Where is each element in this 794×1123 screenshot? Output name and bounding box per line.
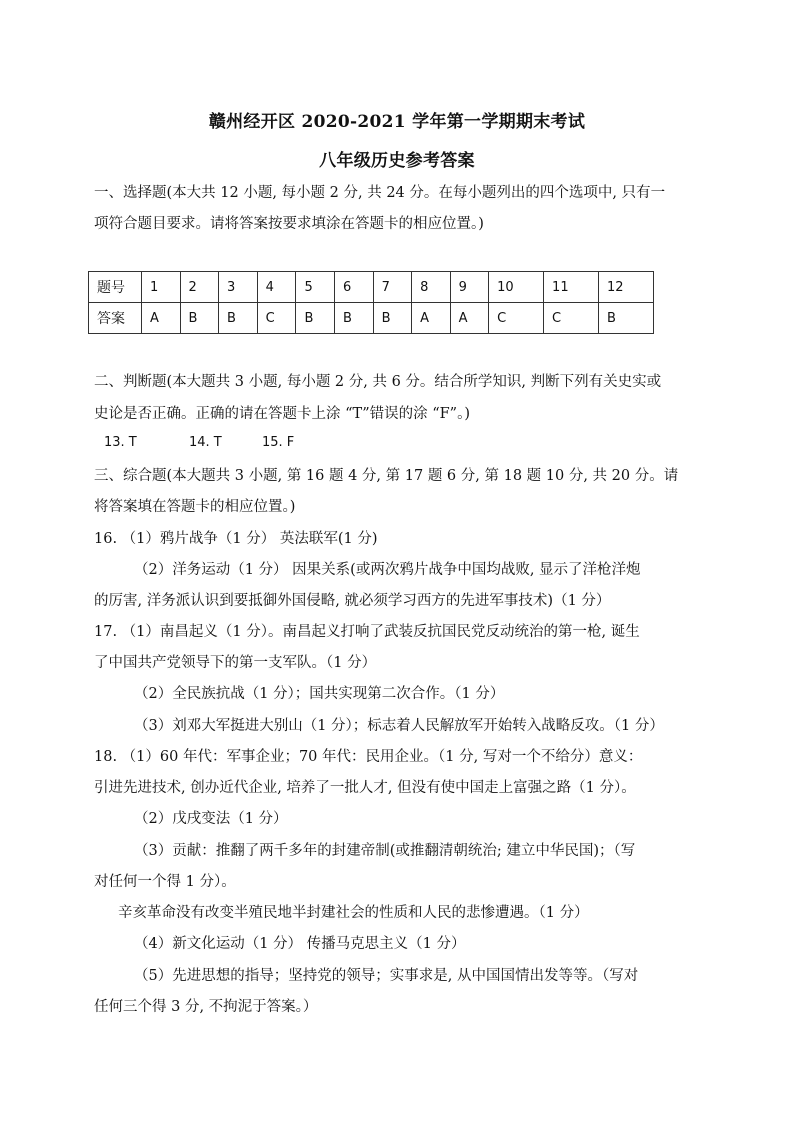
q18-part1-line2: 引进先进技术, 创办近代企业, 培养了一批人才, 但没有使中国走上富强之路（1 分）。 <box>94 780 636 796</box>
table-cell: C <box>257 303 296 334</box>
table-cell: A <box>142 303 181 334</box>
q16-part1: 16. （1）鸦片战争（1 分） 英法联军(1 分) <box>94 531 378 547</box>
table-cell: C <box>544 303 599 334</box>
section2-instruction-line2: 史论是否正确。正确的请在答题卡上涂 “T”错误的涂 “F”。) <box>94 406 471 422</box>
table-cell: 10 <box>489 272 544 303</box>
q16-part2-line2: 的厉害, 洋务派认识到要抵御外国侵略, 就必须学习西方的先进军事技术)（1 分） <box>94 593 611 609</box>
table-cell: 5 <box>296 272 335 303</box>
section1-instruction-line1: 一、选择题(本大共 12 小题, 每小题 2 分, 共 24 分。在每小题列出的四个选项中, 只有一 <box>94 185 666 201</box>
table-row-answers <box>89 303 654 334</box>
section3-instruction-line1: 三、综合题(本大题共 3 小题, 第 16 题 4 分, 第 17 题 6 分, 第 18 题 10 分, 共 20 分。请 <box>94 468 679 484</box>
table-cell: 9 <box>450 272 489 303</box>
table-cell: C <box>489 303 544 334</box>
table-cell: B <box>180 303 219 334</box>
table-cell: B <box>219 303 258 334</box>
q18-part4: （4）新文化运动（1 分） 传播马克思主义（1 分） <box>134 936 466 952</box>
page-subtitle: 八年级历史参考答案 <box>319 151 475 171</box>
table-header-question: 题号 <box>89 272 142 303</box>
judgement-answer-15: 15. F <box>262 435 295 450</box>
q17-part1-line2: 了中国共产党领导下的第一支军队。（1 分） <box>94 655 377 671</box>
table-cell: A <box>450 303 489 334</box>
q18-part2: （2）戊戌变法（1 分） <box>134 811 288 827</box>
table-cell: 1 <box>142 272 181 303</box>
table-cell: 8 <box>412 272 451 303</box>
q17-part2: （2）全民族抗战（1 分）；国共实现第二次合作。（1 分） <box>134 686 505 702</box>
table-cell: 3 <box>219 272 258 303</box>
table-row-questions <box>89 272 654 303</box>
q16-part2-line1: （2）洋务运动（1 分） 因果关系(或两次鸦片战争中国均战败, 显示了洋枪洋炮 <box>134 562 641 578</box>
answer-table <box>88 271 654 334</box>
table-cell: 6 <box>335 272 374 303</box>
judgement-answer-14: 14. T <box>189 435 222 450</box>
section3-instruction-line2: 将答案填在答题卡的相应位置。) <box>94 499 296 515</box>
judgement-answer-13: 13. T <box>104 435 137 450</box>
table-cell: B <box>373 303 412 334</box>
q18-part3-line3: 辛亥革命没有改变半殖民地半封建社会的性质和人民的悲惨遭遇。（1 分） <box>118 905 589 921</box>
q18-part5-line2: 任何三个得 3 分, 不拘泥于答案。） <box>94 999 318 1015</box>
q18-part1-line1: 18. （1）60 年代：军事企业；70 年代：民用企业。（1 分, 写对一个不给分）意义： <box>94 749 643 765</box>
table-cell: A <box>412 303 451 334</box>
section2-instruction-line1: 二、判断题(本大题共 3 小题, 每小题 2 分, 共 6 分。结合所学知识, 判断下列有关史实或 <box>94 374 662 390</box>
section1-instruction-line2: 项符合题目要求。请将答案按要求填涂在答题卡的相应位置。) <box>94 216 484 232</box>
q18-part3-line2: 对任何一个得 1 分）。 <box>94 874 236 890</box>
table-header-answer: 答案 <box>89 303 142 334</box>
q18-part5-line1: （5）先进思想的指导；坚持党的领导；实事求是, 从中国国情出发等等。（写对 <box>134 968 639 984</box>
table-cell: B <box>335 303 374 334</box>
table-cell: 4 <box>257 272 296 303</box>
table-cell: 7 <box>373 272 412 303</box>
q18-part3-line1: （3）贡献：推翻了两千多年的封建帝制(或推翻清朝统治; 建立中华民国)；（写 <box>134 843 636 859</box>
table-cell: 2 <box>180 272 219 303</box>
page-title: 赣州经开区 2020-2021 学年第一学期期末考试 <box>208 112 586 132</box>
table-cell: 12 <box>598 272 653 303</box>
table-cell: B <box>296 303 335 334</box>
table-cell: 11 <box>544 272 599 303</box>
q17-part3: （3）刘邓大军挺进大别山（1 分）；标志着人民解放军开始转入战略反攻。（1 分） <box>134 718 664 734</box>
q17-part1-line1: 17. （1）南昌起义（1 分）。南昌起义打响了武装反抗国民党反动统治的第一枪, 诞生 <box>94 624 640 640</box>
table-cell: B <box>598 303 653 334</box>
